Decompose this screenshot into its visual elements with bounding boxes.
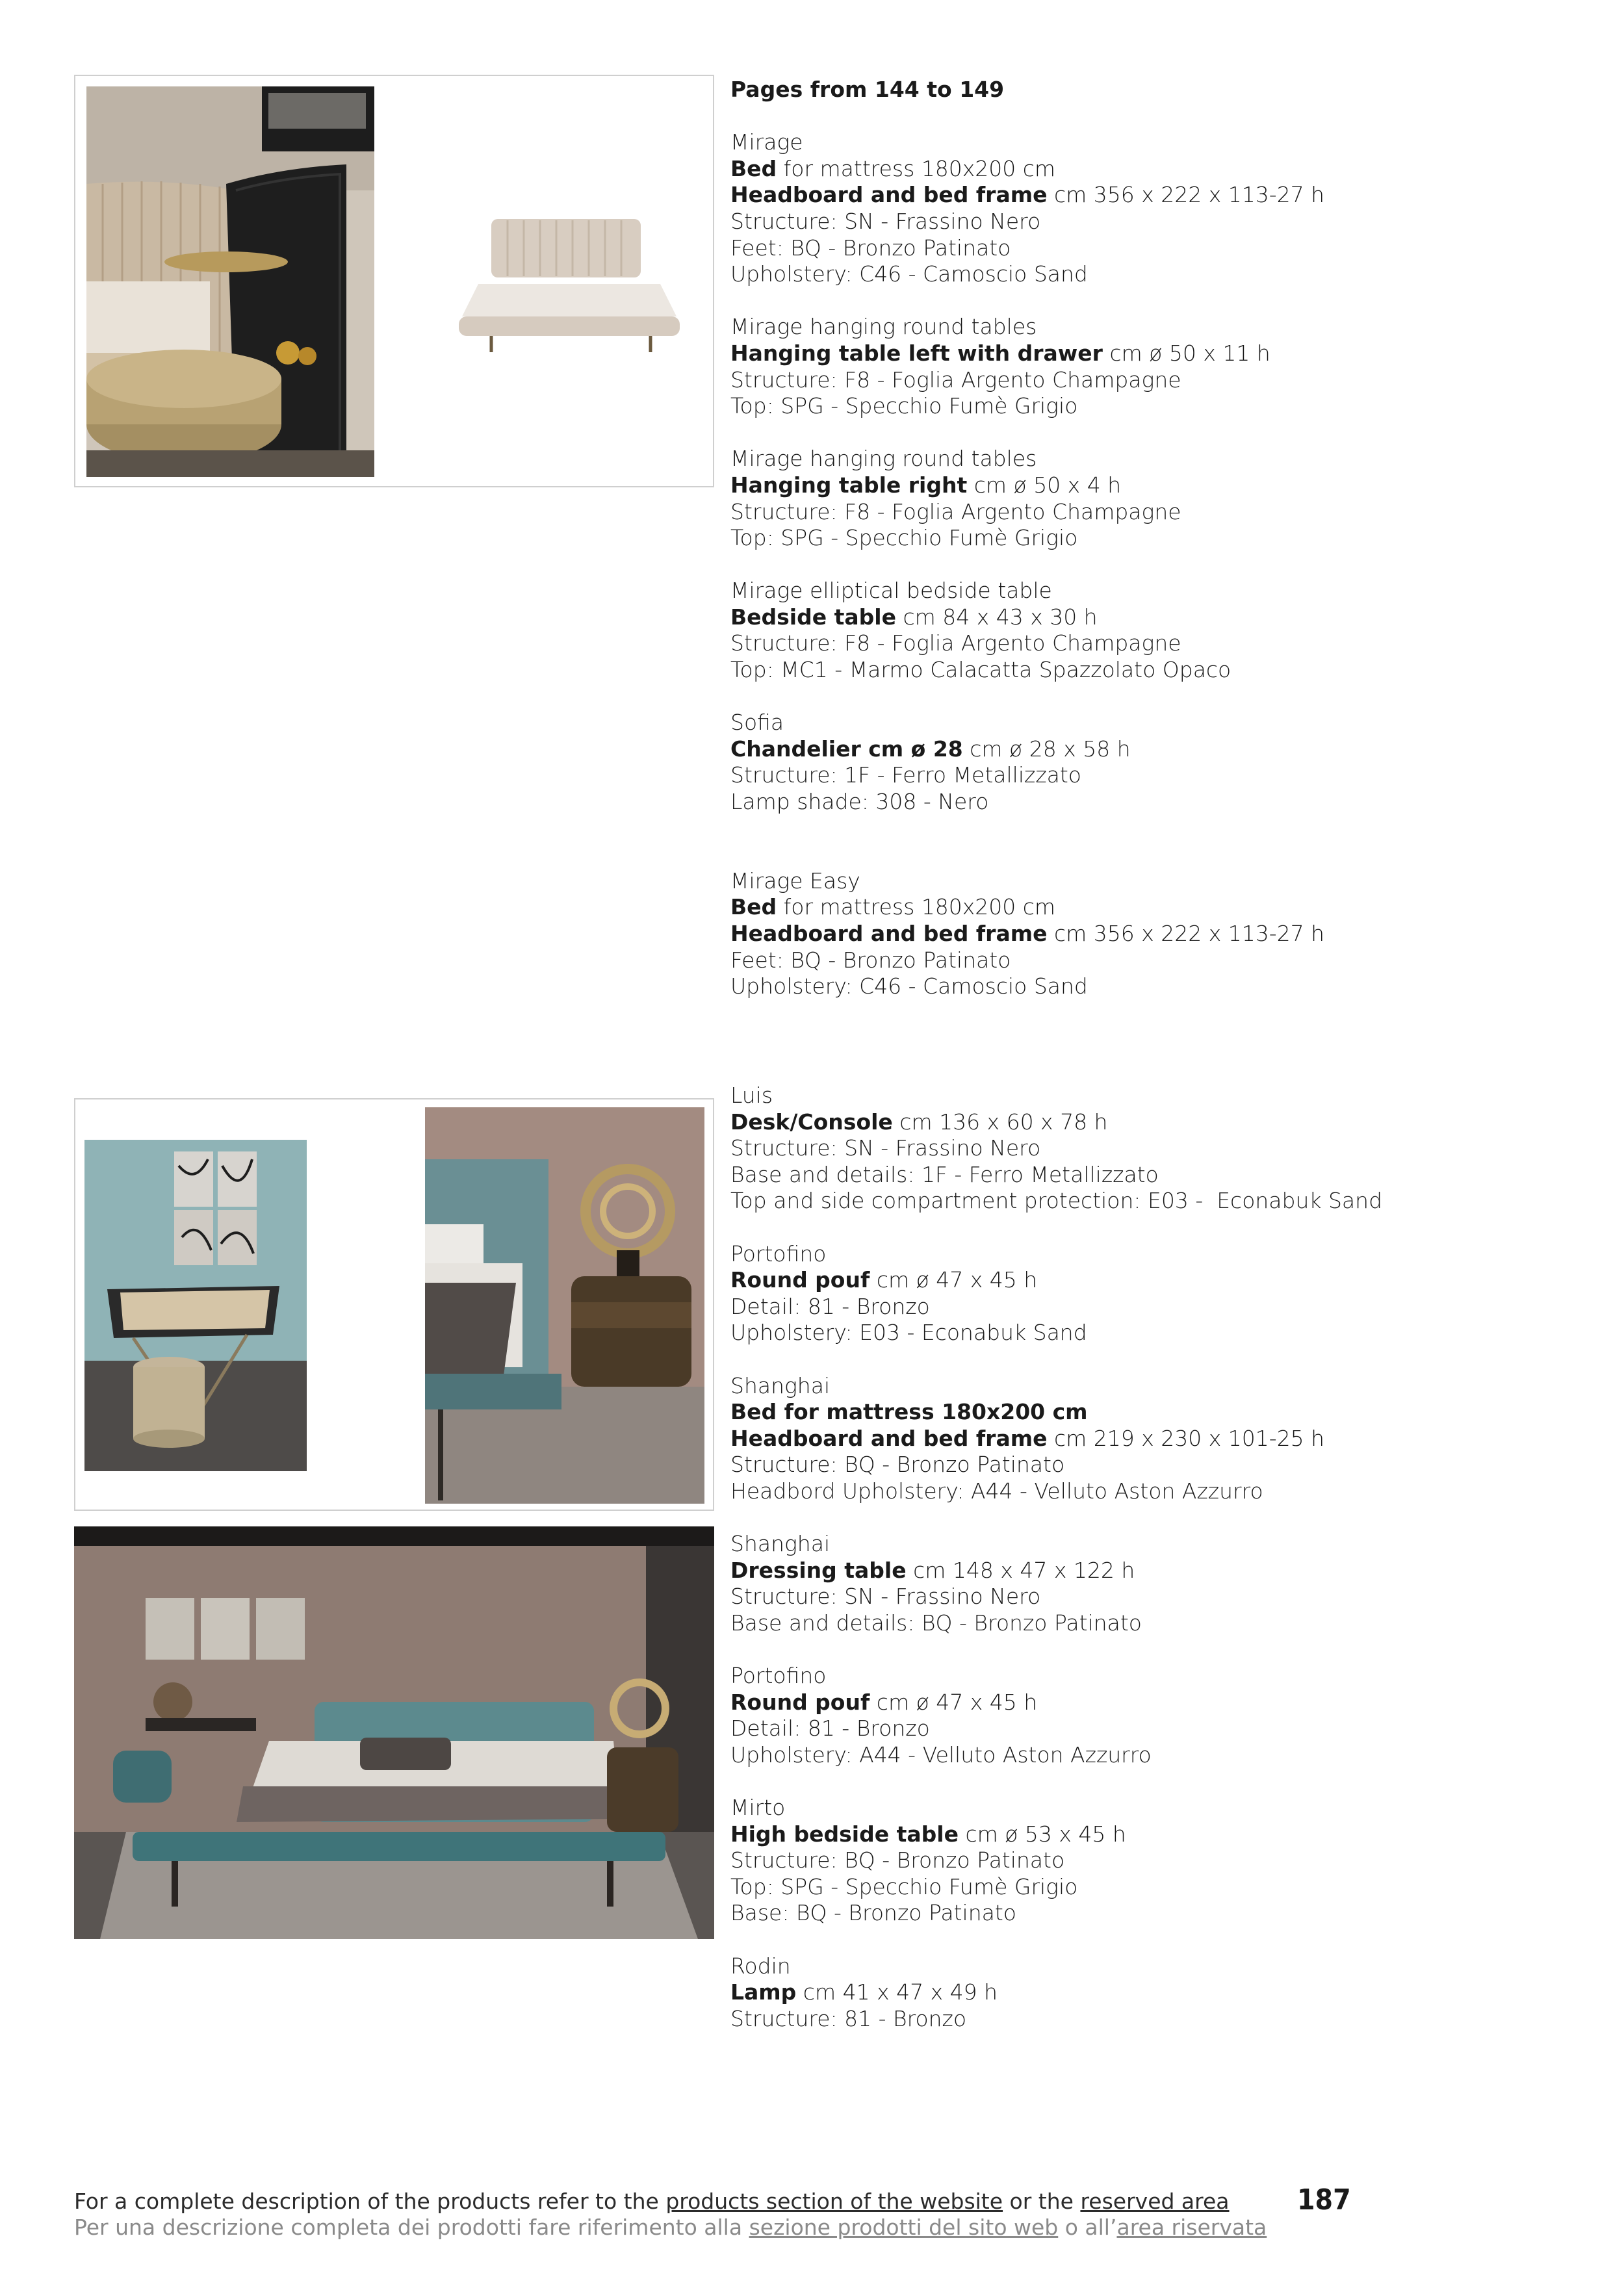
spec-item-name: Lamp <box>730 1979 797 2005</box>
spec-line: Top and side compartment protection: E03 - Econabuk Sand <box>730 1188 1383 1214</box>
spec-line <box>730 736 1575 763</box>
spec-item-name: Dressing table <box>730 1557 907 1583</box>
footer-it-prefix: Per una descrizione completa dei prodotti fare riferimento alla <box>74 2215 749 2240</box>
spec-line <box>730 1399 1575 1426</box>
spec-item-dimensions: cm 356 x 222 x 113-27 h <box>1047 921 1325 946</box>
spec-line: Mirage elliptical bedside table <box>730 578 1052 604</box>
spacer <box>730 1505 1575 1532</box>
spec-line: Shanghai <box>730 1531 831 1557</box>
spec-item-name: Headboard and bed frame <box>730 1425 1048 1451</box>
spec-line: Upholstery: C46 - Camoscio Sand <box>730 261 1088 287</box>
spacer <box>730 816 1575 842</box>
spec-item-name: Round pouf <box>730 1267 870 1293</box>
footer-italian <box>74 2215 1267 2241</box>
spacer <box>730 103 1575 130</box>
spec-line: Structure: 1F - Ferro Metallizzato <box>730 762 1081 788</box>
spacer <box>730 288 1575 315</box>
shanghai-bed-detail-photo <box>425 1107 704 1504</box>
spec-line: Structure: F8 - Foglia Argento Champagne <box>730 630 1181 656</box>
spec-line <box>730 1426 1575 1452</box>
spec-item-dimensions: cm 41 x 47 x 49 h <box>796 1979 998 2005</box>
spec-item-dimensions: cm 356 x 222 x 113-27 h <box>1047 182 1325 208</box>
spec-item-name: High bedside table <box>730 1821 959 1847</box>
spec-line <box>730 604 1575 631</box>
spec-line: Shanghai <box>730 1372 831 1398</box>
product-specs-section-2 <box>730 1083 1575 2032</box>
spec-line: Detail: 81 - Bronzo <box>730 1716 930 1742</box>
page-number: 187 <box>1297 2183 1351 2217</box>
spec-item-name: Bedside table <box>730 604 896 630</box>
spec-line: Structure: BQ - Bronzo Patinato <box>730 1452 1065 1478</box>
spec-line <box>730 921 1575 947</box>
spec-line: Top: SPG - Specchio Fumè Grigio <box>730 525 1078 551</box>
spec-line: Detail: 81 - Bronzo <box>730 1293 930 1319</box>
spec-item-name: Bed <box>730 155 777 181</box>
spec-item-dimensions: cm ø 28 x 58 h <box>962 736 1131 762</box>
spec-line: Portofino <box>730 1663 827 1689</box>
spec-line: Mirage <box>730 129 803 155</box>
spec-line: Top: SPG - Specchio Fumè Grigio <box>730 393 1078 419</box>
spec-line <box>730 1558 1575 1584</box>
spec-line <box>730 1690 1575 1716</box>
spec-item-name: Hanging table right <box>730 472 968 498</box>
spec-item-dimensions: cm ø 47 x 45 h <box>870 1689 1038 1715</box>
mirage-easy-bed-photo <box>452 212 686 355</box>
spec-line: Base: BQ - Bronzo Patinato <box>730 1900 1016 1926</box>
spec-item-dimensions: cm ø 50 x 11 h <box>1102 340 1270 366</box>
spec-line: Top: SPG - Specchio Fumè Grigio <box>730 1873 1078 1899</box>
spec-line <box>730 341 1575 367</box>
spec-line: Structure: 81 - Bronzo <box>730 2005 967 2031</box>
spec-line: Upholstery: A44 - Velluto Aston Azzurro <box>730 1742 1152 1767</box>
spec-line: Mirage hanging round tables <box>730 314 1037 340</box>
spec-line: Mirage Easy <box>730 868 860 893</box>
spec-item-name: Headboard and bed frame <box>730 182 1048 208</box>
spec-item-name: Bed <box>730 894 777 920</box>
footer-it-mid: o all’ <box>1058 2215 1117 2240</box>
luis-desk-photo <box>84 1140 307 1471</box>
spec-item-dimensions: cm 148 x 47 x 122 h <box>906 1557 1135 1583</box>
product-photo-frame-luis-shanghai <box>74 1098 714 1511</box>
footer-en-mid: or the <box>1003 2189 1081 2214</box>
spacer <box>730 420 1575 446</box>
spec-item-name: Chandelier cm ø 28 <box>730 736 963 762</box>
spec-line: Base and details: BQ - Bronzo Patinato <box>730 1610 1142 1636</box>
spacer <box>730 1215 1575 1241</box>
reserved-area-link[interactable]: reserved area <box>1080 2189 1230 2214</box>
spec-item-name: Round pouf <box>730 1689 870 1715</box>
footer-english <box>74 2189 1230 2215</box>
shanghai-bedroom-photo <box>74 1526 714 1939</box>
product-photo-frame-mirage <box>74 75 714 487</box>
spec-item-dimensions: cm ø 50 x 4 h <box>967 472 1122 498</box>
spacer <box>730 1768 1575 1795</box>
spec-groups-section-2 <box>730 1083 1575 2032</box>
spec-line: Lamp shade: 308 - Nero <box>730 789 989 815</box>
spec-item-dimensions: for mattress 180x200 cm <box>777 894 1056 920</box>
sezione-prodotti-link[interactable]: sezione prodotti del sito web <box>749 2215 1059 2240</box>
spec-line: Upholstery: E03 - Econabuk Sand <box>730 1320 1087 1346</box>
spacer <box>730 1927 1575 1953</box>
spec-item-name: Hanging table left with drawer <box>730 340 1103 366</box>
spacer <box>730 552 1575 578</box>
spec-line <box>730 182 1575 209</box>
spacer <box>730 842 1575 868</box>
spec-line: Base and details: 1F - Ferro Metallizzato <box>730 1161 1159 1187</box>
spec-item-dimensions: cm ø 53 x 45 h <box>958 1821 1126 1847</box>
spec-line: Portofino <box>730 1240 827 1266</box>
spec-line: Mirage hanging round tables <box>730 446 1037 472</box>
spacer <box>730 1636 1575 1663</box>
spec-item-dimensions: cm ø 47 x 45 h <box>870 1267 1038 1293</box>
spec-line: Structure: SN - Frassino Nero <box>730 208 1041 234</box>
spec-line: Feet: BQ - Bronzo Patinato <box>730 235 1011 261</box>
footer-en-prefix: For a complete description of the products refer to the <box>74 2189 666 2214</box>
spec-line: Feet: BQ - Bronzo Patinato <box>730 947 1011 973</box>
spec-line: Rodin <box>730 1953 791 1979</box>
spec-line: Luis <box>730 1083 773 1108</box>
spec-item-name: Bed for mattress 180x200 cm <box>730 1399 1088 1425</box>
spec-line: Structure: F8 - Foglia Argento Champagne <box>730 366 1181 392</box>
spec-item-dimensions: cm 136 x 60 x 78 h <box>892 1109 1108 1135</box>
spec-line: Top: MC1 - Marmo Calacatta Spazzolato Opaco <box>730 657 1231 683</box>
spec-line <box>730 1979 1575 2006</box>
spec-line <box>730 1821 1575 1848</box>
spec-item-dimensions: for mattress 180x200 cm <box>777 155 1056 181</box>
mirage-bedroom-photo <box>86 86 374 477</box>
spec-line: Upholstery: C46 - Camoscio Sand <box>730 973 1088 999</box>
spec-groups-section-1 <box>730 129 1575 1000</box>
spec-line: Structure: BQ - Bronzo Patinato <box>730 1847 1065 1873</box>
products-section-link[interactable]: products section of the website <box>665 2189 1003 2214</box>
spec-line <box>730 1267 1575 1294</box>
spacer <box>730 684 1575 710</box>
spec-line: Mirto <box>730 1795 786 1821</box>
spec-line <box>730 894 1575 921</box>
spec-line: Sofia <box>730 710 784 736</box>
spec-item-name: Headboard and bed frame <box>730 921 1048 946</box>
spec-line: Structure: F8 - Foglia Argento Champagne <box>730 498 1181 524</box>
spec-line: Headbord Upholstery: A44 - Velluto Aston Azzurro <box>730 1478 1263 1504</box>
spec-line <box>730 1109 1575 1136</box>
spec-line <box>730 156 1575 183</box>
spec-line: Structure: SN - Frassino Nero <box>730 1135 1041 1161</box>
spec-item-dimensions: cm 84 x 43 x 30 h <box>896 604 1098 630</box>
spacer <box>730 1346 1575 1373</box>
spec-item-name: Desk/Console <box>730 1109 893 1135</box>
area-riservata-link[interactable]: area riservata <box>1116 2215 1267 2240</box>
spec-line: Structure: SN - Frassino Nero <box>730 1584 1041 1610</box>
spec-line <box>730 472 1575 499</box>
spec-item-dimensions: cm 219 x 230 x 101-25 h <box>1047 1425 1325 1451</box>
product-specs-section-1 <box>730 77 1575 1000</box>
pages-heading: Pages from 144 to 149 <box>730 77 1005 102</box>
